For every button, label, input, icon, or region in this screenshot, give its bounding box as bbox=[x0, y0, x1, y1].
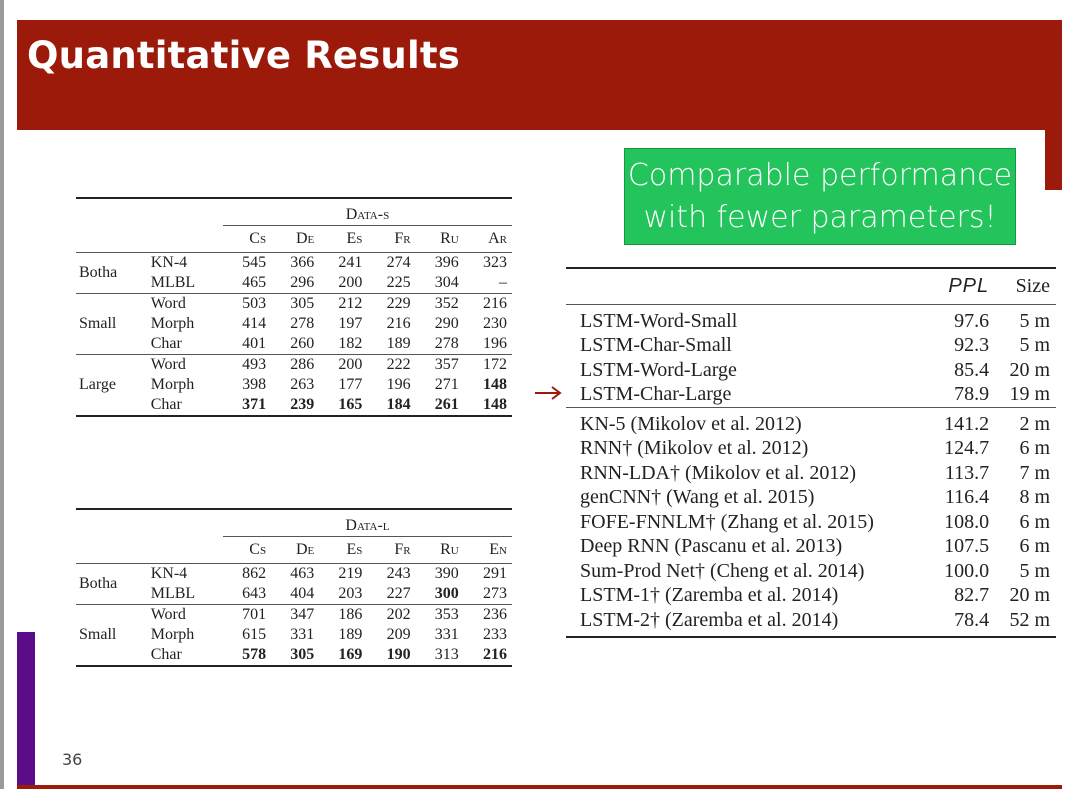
model-label: Morph bbox=[150, 626, 195, 643]
model-label: Morph bbox=[150, 376, 195, 393]
value-cell: 352 bbox=[416, 294, 464, 315]
ppl-value: 108.0 bbox=[944, 510, 990, 533]
size-column-header: Size bbox=[1015, 275, 1050, 297]
value-cell: 209 bbox=[386, 626, 411, 643]
value-cell: 271 bbox=[434, 376, 459, 393]
value-cell: 169 bbox=[338, 646, 363, 663]
value-cell: 177 bbox=[338, 376, 363, 393]
value-cell: 196 bbox=[483, 335, 507, 352]
value-cell: 398 bbox=[242, 376, 267, 393]
column-header-row bbox=[76, 537, 512, 564]
value-cell: 273 bbox=[483, 585, 507, 602]
ppl-value: 78.9 bbox=[954, 383, 990, 405]
group-label: Small bbox=[76, 294, 146, 355]
value-cell: 290 bbox=[434, 315, 459, 332]
value-cell: 197 bbox=[338, 315, 363, 332]
value-cell: 278 bbox=[434, 335, 459, 352]
value-cell: 503 bbox=[223, 294, 271, 315]
value-cell: 190 bbox=[386, 646, 411, 663]
value-cell: 404 bbox=[290, 585, 315, 602]
model-label: MLBL bbox=[150, 274, 196, 291]
dataset-header: Data-l bbox=[223, 510, 512, 537]
ppl-value: 116.4 bbox=[944, 486, 990, 508]
model-label: Char bbox=[150, 396, 182, 413]
table-row bbox=[76, 253, 512, 274]
model-label: Char bbox=[150, 335, 182, 352]
value-cell: 463 bbox=[271, 564, 319, 585]
value-cell: 212 bbox=[319, 294, 367, 315]
table-row bbox=[76, 294, 512, 315]
ppl-value: 78.4 bbox=[954, 608, 990, 631]
ours-row bbox=[566, 382, 1056, 407]
ppl-value: 82.7 bbox=[954, 584, 990, 606]
value-cell: 222 bbox=[367, 355, 415, 376]
value-cell: 305 bbox=[271, 294, 319, 315]
model-name: RNN† (Mikolov et al. 2012) bbox=[580, 437, 809, 459]
column-header: Ru bbox=[440, 541, 459, 558]
model-name: LSTM-Word-Large bbox=[580, 358, 737, 381]
model-name: FOFE-FNNLM† (Zhang et al. 2015) bbox=[580, 510, 874, 533]
data-l-grid bbox=[76, 510, 512, 665]
title-bar bbox=[17, 20, 1062, 130]
ppl-header-row bbox=[566, 269, 1056, 304]
purple-accent-bar bbox=[17, 632, 35, 789]
header-row bbox=[76, 199, 512, 226]
value-cell: 291 bbox=[464, 564, 512, 585]
value-cell: 148 bbox=[483, 376, 507, 393]
value-cell: 261 bbox=[434, 396, 459, 413]
value-cell: 182 bbox=[338, 335, 363, 352]
value-cell: 286 bbox=[271, 355, 319, 376]
value-cell: 233 bbox=[483, 626, 507, 643]
bottom-rule bbox=[17, 785, 1062, 789]
data-s-grid bbox=[76, 199, 512, 415]
header-row bbox=[76, 510, 512, 537]
value-cell: 216 bbox=[483, 646, 507, 663]
size-value: 6 m bbox=[1019, 535, 1050, 557]
value-cell: 465 bbox=[242, 274, 267, 291]
ours-row bbox=[566, 333, 1056, 358]
value-cell: 172 bbox=[464, 355, 512, 376]
value-cell: 230 bbox=[483, 315, 507, 332]
group-label: Small bbox=[76, 605, 146, 666]
column-header: Ru bbox=[440, 230, 459, 247]
model-name: genCNN† (Wang et al. 2015) bbox=[580, 486, 815, 508]
model-label: Morph bbox=[150, 315, 195, 332]
callout-box bbox=[624, 148, 1016, 245]
right-accent-bar bbox=[1045, 130, 1062, 190]
table-row bbox=[76, 355, 512, 376]
ppl-column-header: PPL bbox=[948, 275, 990, 297]
value-cell: 260 bbox=[290, 335, 315, 352]
value-cell: 396 bbox=[416, 253, 464, 274]
value-cell: 401 bbox=[242, 335, 267, 352]
ours-row bbox=[566, 304, 1056, 333]
value-cell: 278 bbox=[290, 315, 315, 332]
value-cell: 243 bbox=[367, 564, 415, 585]
callout-line-1: Comparable performance bbox=[627, 158, 1013, 193]
size-value: 2 m bbox=[995, 407, 1056, 436]
model-name: LSTM-Char-Small bbox=[580, 334, 732, 356]
baseline-row bbox=[566, 510, 1056, 535]
value-cell: 371 bbox=[242, 396, 267, 413]
model-name: Sum-Prod Net† (Cheng et al. 2014) bbox=[580, 559, 865, 582]
value-cell: 305 bbox=[290, 646, 315, 663]
model-name: LSTM-Char-Large bbox=[580, 383, 732, 405]
value-cell: 165 bbox=[338, 396, 363, 413]
corner-cell bbox=[146, 537, 223, 564]
page-number: 36 bbox=[62, 750, 83, 769]
column-header-row bbox=[76, 226, 512, 253]
model-name: LSTM-Word-Small bbox=[566, 304, 929, 333]
model-name: Deep RNN (Pascanu et al. 2013) bbox=[580, 535, 843, 557]
column-header: Fr bbox=[394, 230, 411, 247]
value-cell: 390 bbox=[416, 564, 464, 585]
baseline-row bbox=[566, 583, 1056, 608]
callout-line-2: with fewer parameters! bbox=[643, 200, 997, 235]
size-value: 5 m bbox=[1019, 334, 1050, 356]
column-header: De bbox=[295, 230, 315, 247]
size-value: 19 m bbox=[1009, 383, 1050, 405]
ppl-value: 97.6 bbox=[929, 304, 995, 333]
model-name: RNN-LDA† (Mikolov et al. 2012) bbox=[580, 461, 857, 484]
size-value: 8 m bbox=[1019, 486, 1050, 508]
size-value: 5 m bbox=[995, 304, 1056, 333]
ppl-value: 141.2 bbox=[929, 407, 995, 436]
value-cell: 189 bbox=[386, 335, 411, 352]
corner-cell bbox=[146, 510, 223, 537]
ppl-value: 124.7 bbox=[944, 437, 990, 459]
size-value: 52 m bbox=[1009, 608, 1050, 631]
model-label: KN-4 bbox=[146, 253, 223, 274]
slide-title: Quantitative Results bbox=[27, 34, 460, 77]
value-cell: 216 bbox=[386, 315, 411, 332]
size-value: 20 m bbox=[1009, 584, 1050, 606]
corner-cell bbox=[76, 537, 146, 564]
value-cell: 196 bbox=[386, 376, 411, 393]
value-cell: 862 bbox=[223, 564, 271, 585]
column-header: Fr bbox=[394, 541, 411, 558]
value-cell: – bbox=[499, 274, 507, 291]
value-cell: 347 bbox=[271, 605, 319, 626]
value-cell: 184 bbox=[386, 396, 411, 413]
baseline-row bbox=[566, 485, 1056, 510]
value-cell: 274 bbox=[367, 253, 415, 274]
value-cell: 701 bbox=[223, 605, 271, 626]
table-row bbox=[76, 605, 512, 626]
value-cell: 414 bbox=[242, 315, 267, 332]
model-name: LSTM-1† (Zaremba et al. 2014) bbox=[580, 584, 839, 606]
ours-row bbox=[566, 358, 1056, 383]
dataset-header: Data-s bbox=[223, 199, 512, 226]
column-header: Cs bbox=[249, 230, 267, 247]
model-label: Word bbox=[146, 355, 223, 376]
value-cell: 236 bbox=[464, 605, 512, 626]
baseline-row bbox=[566, 534, 1056, 559]
model-label: Word bbox=[146, 605, 223, 626]
ppl-value: 92.3 bbox=[954, 334, 990, 356]
corner-cell bbox=[146, 226, 223, 253]
model-label: KN-4 bbox=[146, 564, 223, 585]
value-cell: 493 bbox=[223, 355, 271, 376]
value-cell: 227 bbox=[386, 585, 411, 602]
model-label: MLBL bbox=[150, 585, 196, 602]
corner-cell bbox=[76, 199, 146, 226]
value-cell: 203 bbox=[338, 585, 363, 602]
group-label: Botha bbox=[76, 253, 146, 294]
value-cell: 643 bbox=[242, 585, 267, 602]
value-cell: 186 bbox=[319, 605, 367, 626]
ppl-value: 100.0 bbox=[944, 559, 990, 582]
baseline-row bbox=[566, 436, 1056, 461]
value-cell: 545 bbox=[223, 253, 271, 274]
value-cell: 229 bbox=[367, 294, 415, 315]
size-value: 7 m bbox=[1019, 461, 1050, 484]
table-data-l bbox=[76, 508, 512, 667]
model-name: KN-5 (Mikolov et al. 2012) bbox=[566, 407, 929, 436]
column-header: Es bbox=[346, 230, 363, 247]
baseline-row bbox=[566, 407, 1056, 436]
size-value: 6 m bbox=[1019, 510, 1050, 533]
arrow-right-icon bbox=[533, 385, 565, 401]
corner-cell bbox=[76, 510, 146, 537]
column-header: Ar bbox=[488, 230, 507, 247]
value-cell: 200 bbox=[319, 355, 367, 376]
value-cell: 239 bbox=[290, 396, 315, 413]
baseline-row bbox=[566, 559, 1056, 584]
value-cell: 615 bbox=[242, 626, 267, 643]
value-cell: 296 bbox=[290, 274, 315, 291]
value-cell: 366 bbox=[271, 253, 319, 274]
value-cell: 313 bbox=[434, 646, 459, 663]
left-edge-rule bbox=[0, 0, 4, 789]
value-cell: 323 bbox=[464, 253, 512, 274]
size-value: 6 m bbox=[1019, 437, 1050, 459]
model-label: Word bbox=[146, 294, 223, 315]
value-cell: 189 bbox=[338, 626, 363, 643]
ppl-grid bbox=[566, 269, 1056, 636]
column-header: Es bbox=[346, 541, 363, 558]
baseline-row bbox=[566, 461, 1056, 486]
value-cell: 148 bbox=[483, 396, 507, 413]
value-cell: 216 bbox=[464, 294, 512, 315]
value-cell: 331 bbox=[290, 626, 315, 643]
column-header: Cs bbox=[249, 541, 267, 558]
model-name: LSTM-2† (Zaremba et al. 2014) bbox=[580, 608, 839, 631]
value-cell: 331 bbox=[434, 626, 459, 643]
corner-cell bbox=[146, 199, 223, 226]
value-cell: 263 bbox=[290, 376, 315, 393]
column-header: De bbox=[295, 541, 315, 558]
table-row bbox=[76, 564, 512, 585]
value-cell: 225 bbox=[386, 274, 411, 291]
baseline-row bbox=[566, 608, 1056, 637]
model-label: Char bbox=[150, 646, 182, 663]
value-cell: 300 bbox=[434, 585, 459, 602]
value-cell: 219 bbox=[319, 564, 367, 585]
table-ppl-size bbox=[566, 267, 1056, 638]
size-value: 5 m bbox=[1019, 559, 1050, 582]
value-cell: 200 bbox=[338, 274, 363, 291]
group-label: Large bbox=[76, 355, 146, 416]
value-cell: 202 bbox=[367, 605, 415, 626]
table-data-s bbox=[76, 197, 512, 417]
value-cell: 241 bbox=[319, 253, 367, 274]
ppl-value: 107.5 bbox=[944, 535, 990, 557]
ppl-value: 113.7 bbox=[944, 461, 990, 484]
corner-cell bbox=[76, 226, 146, 253]
value-cell: 353 bbox=[416, 605, 464, 626]
corner-cell bbox=[566, 269, 929, 304]
ppl-value: 85.4 bbox=[954, 358, 990, 381]
column-header: En bbox=[489, 541, 507, 558]
value-cell: 357 bbox=[416, 355, 464, 376]
group-label: Botha bbox=[76, 564, 146, 605]
value-cell: 578 bbox=[242, 646, 267, 663]
size-value: 20 m bbox=[1009, 358, 1050, 381]
value-cell: 304 bbox=[434, 274, 459, 291]
